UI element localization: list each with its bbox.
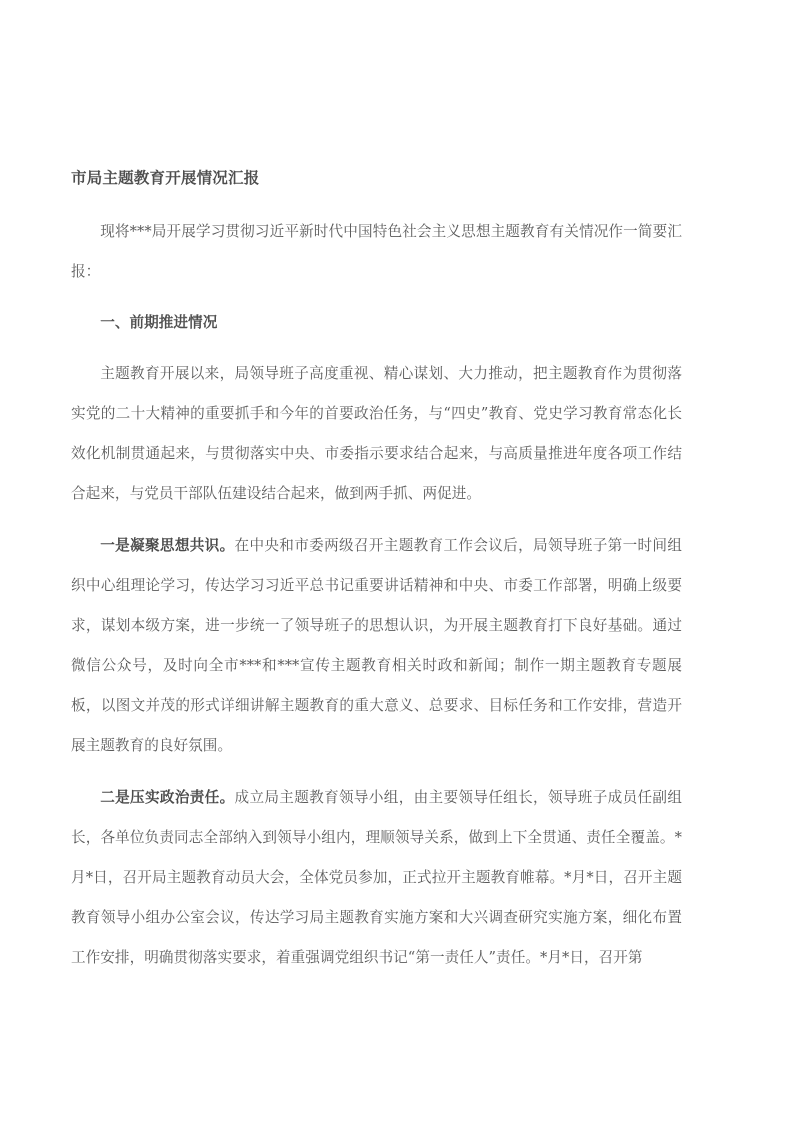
block-spacer <box>71 343 682 354</box>
paragraph-section-1-body: 主题教育开展以来，局领导班子高度重视、精心谋划、大力推动，把主题教育作为贯彻落实党的二十大精神的重要抓手和今年的首要政治任务，与“四史”教育、党史学习教育常态化长效化机制贯通起来，与贯彻落实中央、市委指示要求结合起来，与高质量推进年度各项工作结合起来，与党员干部队伍建设结合起来，做到两手抓、两促进。 <box>71 365 682 502</box>
document-body <box>71 212 682 978</box>
page-title: 市局主题教育开展情况汇报 <box>71 168 260 187</box>
paragraph-point-2-lead: 二是压实政治责任。 <box>100 789 235 806</box>
block-spacer <box>71 766 682 778</box>
paragraph-point-2-text: 成立局主题教育领导小组，由主要领导任组长，领导班子成员任副组长，各单位负责同志全部纳入到领导小组内，理顺领导关系，做到上下全贯通、责任全覆盖。*月*日，召开局主题教育动员大会，全体党员参加，正式拉开主题教育帷幕。*月*日，召开主题教育领导小组办公室会议，传达学习局主题教育实施方案和大兴调查研究实施方案，细化布置工作安排，明确贯彻落实要求，着重强调党组织书记“第一责任人”责任。*月*日，召开第 <box>71 789 682 966</box>
paragraph-intro: 现将***局开展学习贯彻习近平新时代中国特色社会主义思想主题教育有关情况作一简要汇报： <box>71 223 682 280</box>
paragraph-point-1-text: 在中央和市委两级召开主题教育工作会议后，局领导班子第一时间组织中心组理论学习，传达学习习近平总书记重要讲话精神和中央、市委工作部署，明确上级要求，谋划本级方案，进一步统一了领导班子的思想认识，为开展主题教育打下良好基础。通过微信公众号，及时向全市***和***宣传主题教育相关时政和新闻；制作一期主题教育专题展板，以图文并茂的形式详细讲解主题教育的重大意义、总要求、目标任务和工作安排，营造开展主题教育的良好氛围。 <box>71 537 682 754</box>
paragraph-point-2 <box>71 778 682 978</box>
block-spacer <box>71 292 682 303</box>
paragraph-point-1 <box>71 526 682 766</box>
block-spacer <box>71 514 682 526</box>
paragraph-point-1-lead: 一是凝聚思想共识。 <box>100 537 235 554</box>
section-heading-1: 一、前期推进情况 <box>100 314 218 331</box>
